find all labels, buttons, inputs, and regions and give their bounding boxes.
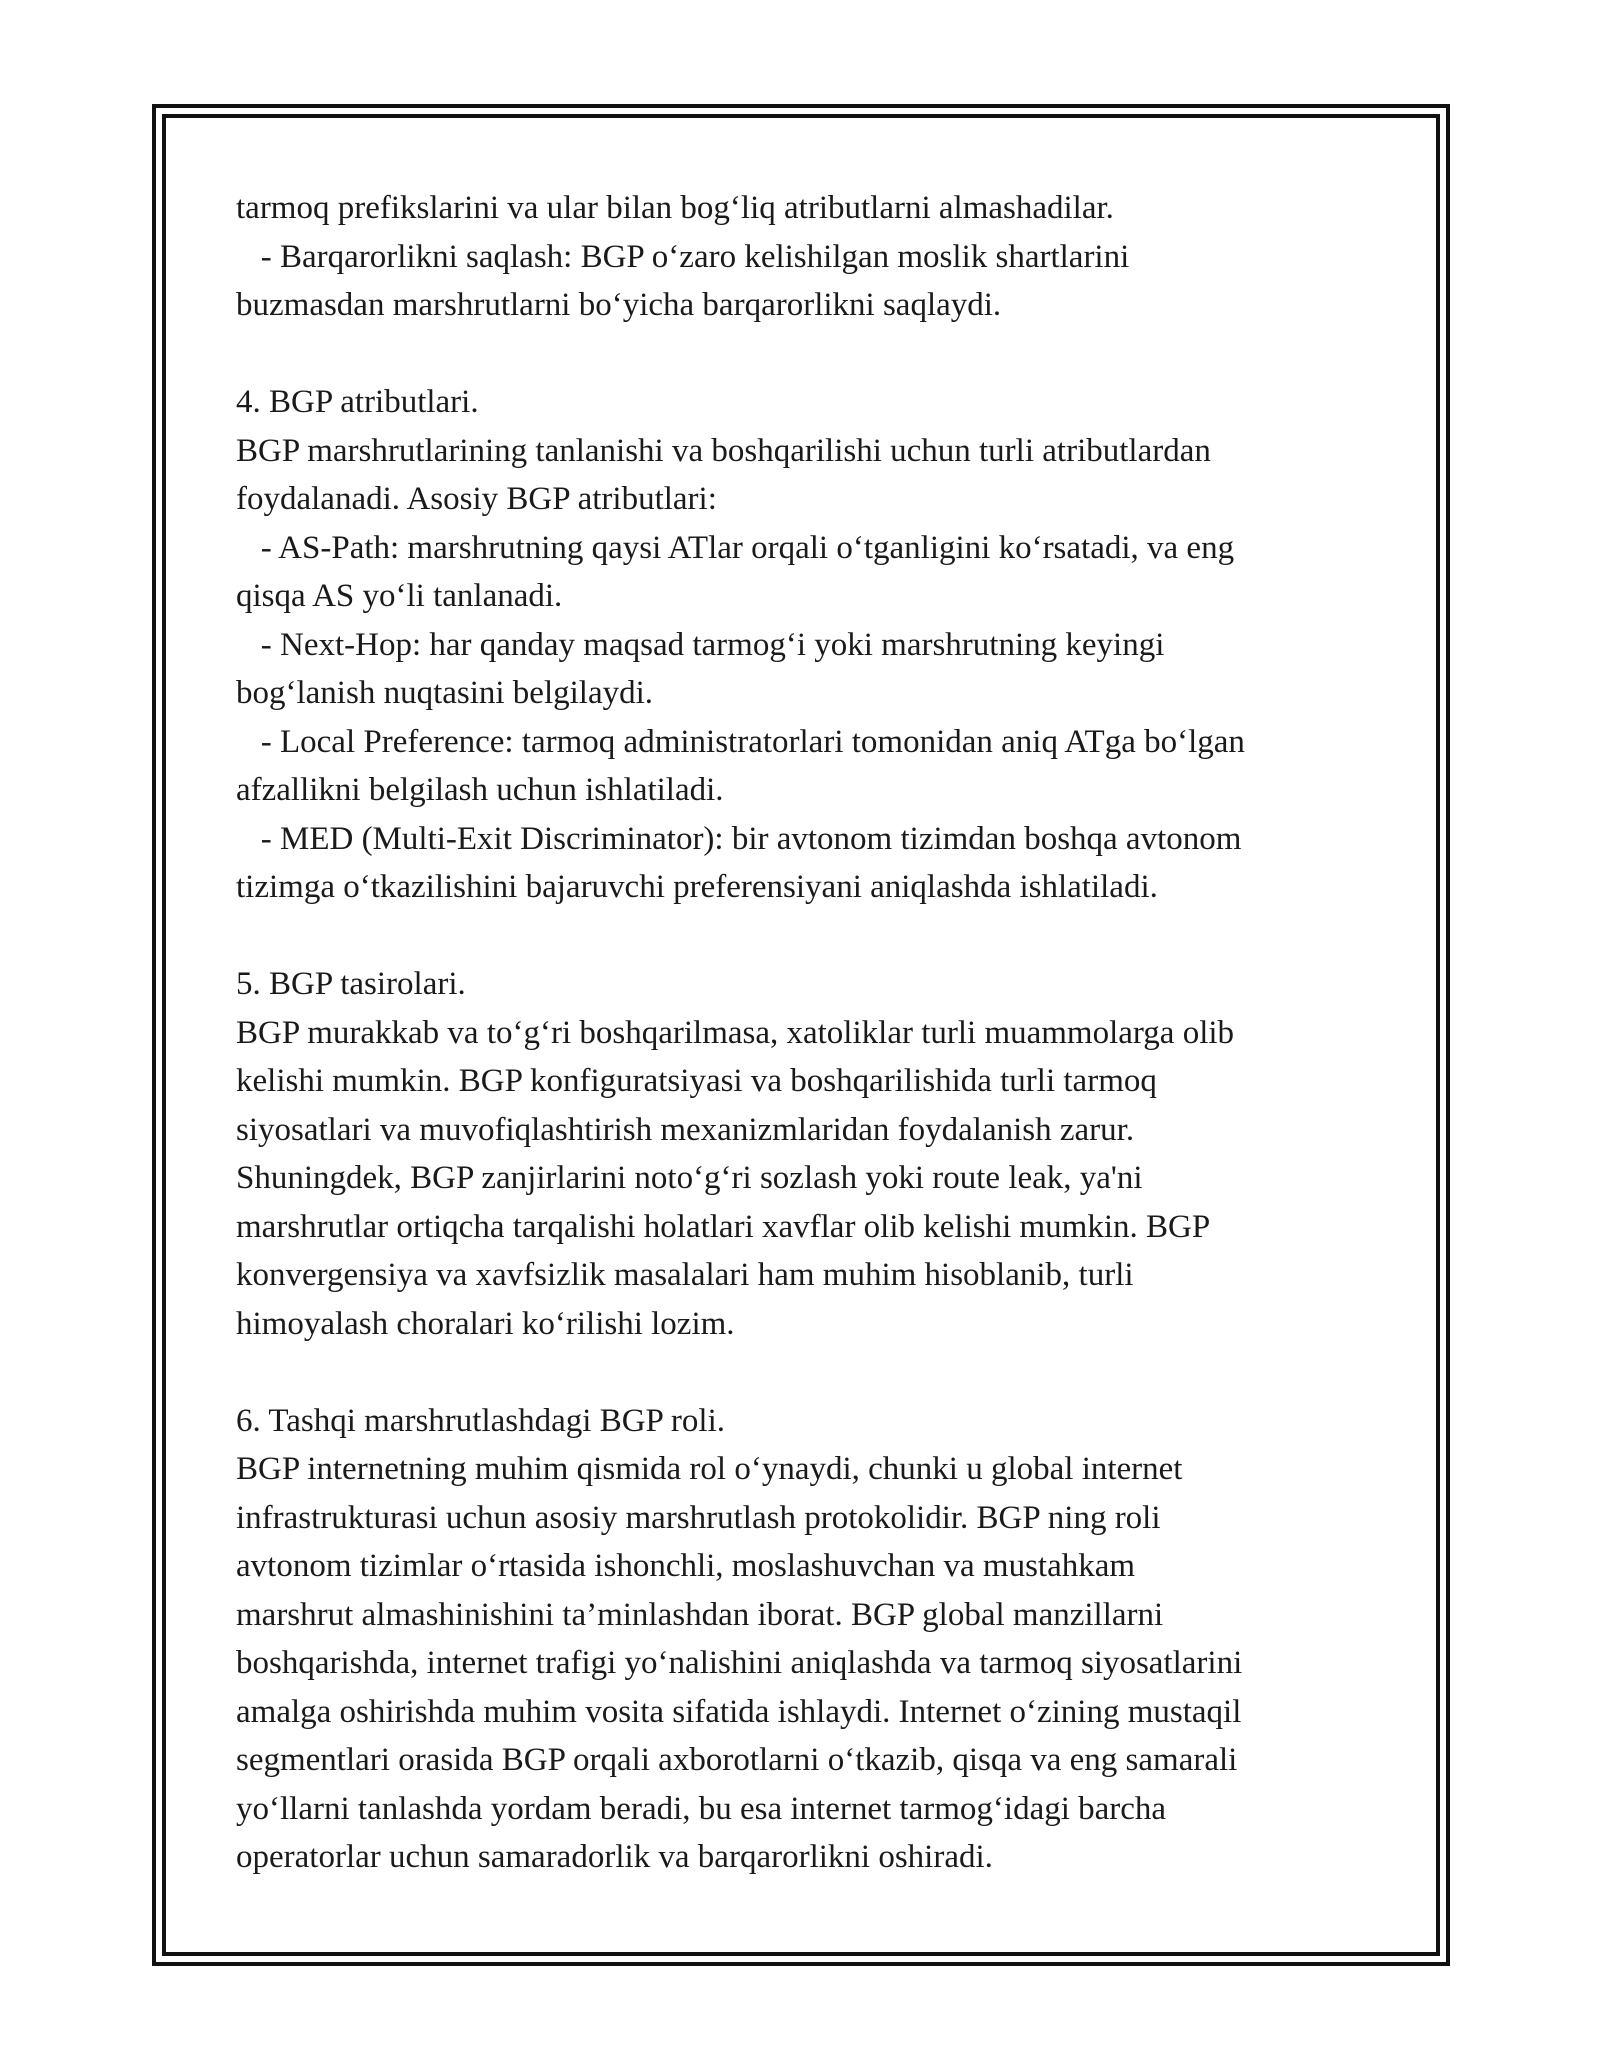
text-line: operatorlar uchun samaradorlik va barqarorlikni oshiradi. [236,1839,993,1875]
text-line: BGP marshrutlarining tanlanishi va boshqarilishi uchun turli atributlardan [236,432,1211,469]
text-line: - Barqarorlikni saqlash: BGP o‘zaro kelishilgan moslik shartlarini [236,238,1130,275]
text-line: konvergensiya va xavfsizlik masalalari ham muhim hisoblanib, turli [236,1257,1134,1293]
text-line: - Next-Hop: har qanday maqsad tarmog‘i yoki marshrutning keyingi [236,626,1165,663]
text-line: yo‘llarni tanlashda yordam beradi, bu esa internet tarmog‘idagi barcha [236,1790,1167,1827]
text-line: siyosatlari va muvofiqlashtirish mexanizmlaridan foydalanish zarur. [236,1111,1135,1148]
text-line: infrastrukturasi uchun asosiy marshrutlash protokolidir. BGP ning roli [236,1499,1161,1536]
text-line: afzallikni belgilash uchun ishlatiladi. [236,772,724,808]
text-line: - Local Preference: tarmoq administratorlari tomonidan aniq ATga bo‘lgan [236,723,1245,760]
paragraph-spacer [236,1348,1386,1397]
text-line: marshrutlar ortiqcha tarqalishi holatlari xavflar olib kelishi mumkin. BGP [236,1208,1211,1245]
text-line: avtonom tizimlar o‘rtasida ishonchli, moslashuvchan va mustahkam [236,1548,1136,1584]
text-line: segmentlari orasida BGP orqali axborotlarni o‘tkazib, qisqa va eng samarali [236,1742,1238,1778]
text-line: kelishi mumkin. BGP konfiguratsiyasi va boshqarilishida turli tarmoq [236,1063,1157,1099]
paragraph-spacer [236,330,1386,379]
text-line: buzmasdan marshrutlarni bo‘yicha barqarorlikni saqlaydi. [236,287,1002,323]
section-heading: 5. BGP tasirolari. [236,966,466,1002]
text-line: BGP murakkab va to‘g‘ri boshqarilmasa, xatoliklar turli muammolarga olib [236,1014,1235,1051]
text-line: qisqa AS yo‘li tanlanadi. [236,578,563,614]
text-line: amalga oshirishda muhim vosita sifatida ishlaydi. Internet o‘zining mustaqil [236,1693,1242,1730]
text-line: tarmoq prefikslarini va ular bilan bog‘liq atributlarni almashadilar. [236,190,1114,226]
text-line: - MED (Multi-Exit Discriminator): bir avtonom tizimdan boshqa avtonom [236,820,1242,857]
text-line: himoyalash choralari ko‘rilishi lozim. [236,1305,735,1342]
document-body [236,184,1386,1882]
text-line: foydalanadi. Asosiy BGP atributlari: [236,481,717,517]
text-line: bog‘lanish nuqtasini belgilaydi. [236,675,654,711]
text-line: Shuningdek, BGP zanjirlarini noto‘g‘ri sozlash yoki route leak, ya'ni [236,1160,1143,1196]
text-line: boshqarishda, internet trafigi yo‘nalishini aniqlashda va tarmoq siyosatlarini [236,1645,1243,1681]
text-line: BGP internetning muhim qismida rol o‘ynaydi, chunki u global internet [236,1451,1183,1487]
section-heading: 4. BGP atributlari. [236,384,479,420]
text-line: tizimga o‘tkazilishini bajaruvchi preferensiyani aniqlashda ishlatiladi. [236,869,1158,905]
paragraph-spacer [236,912,1386,961]
text-line: marshrut almashinishini ta’minlashdan iborat. BGP global manzillarni [236,1596,1164,1633]
section-heading: 6. Tashqi marshrutlashdagi BGP roli. [236,1402,725,1439]
text-line: - AS-Path: marshrutning qaysi ATlar orqali o‘tganligini ko‘rsatadi, va eng [236,529,1235,566]
